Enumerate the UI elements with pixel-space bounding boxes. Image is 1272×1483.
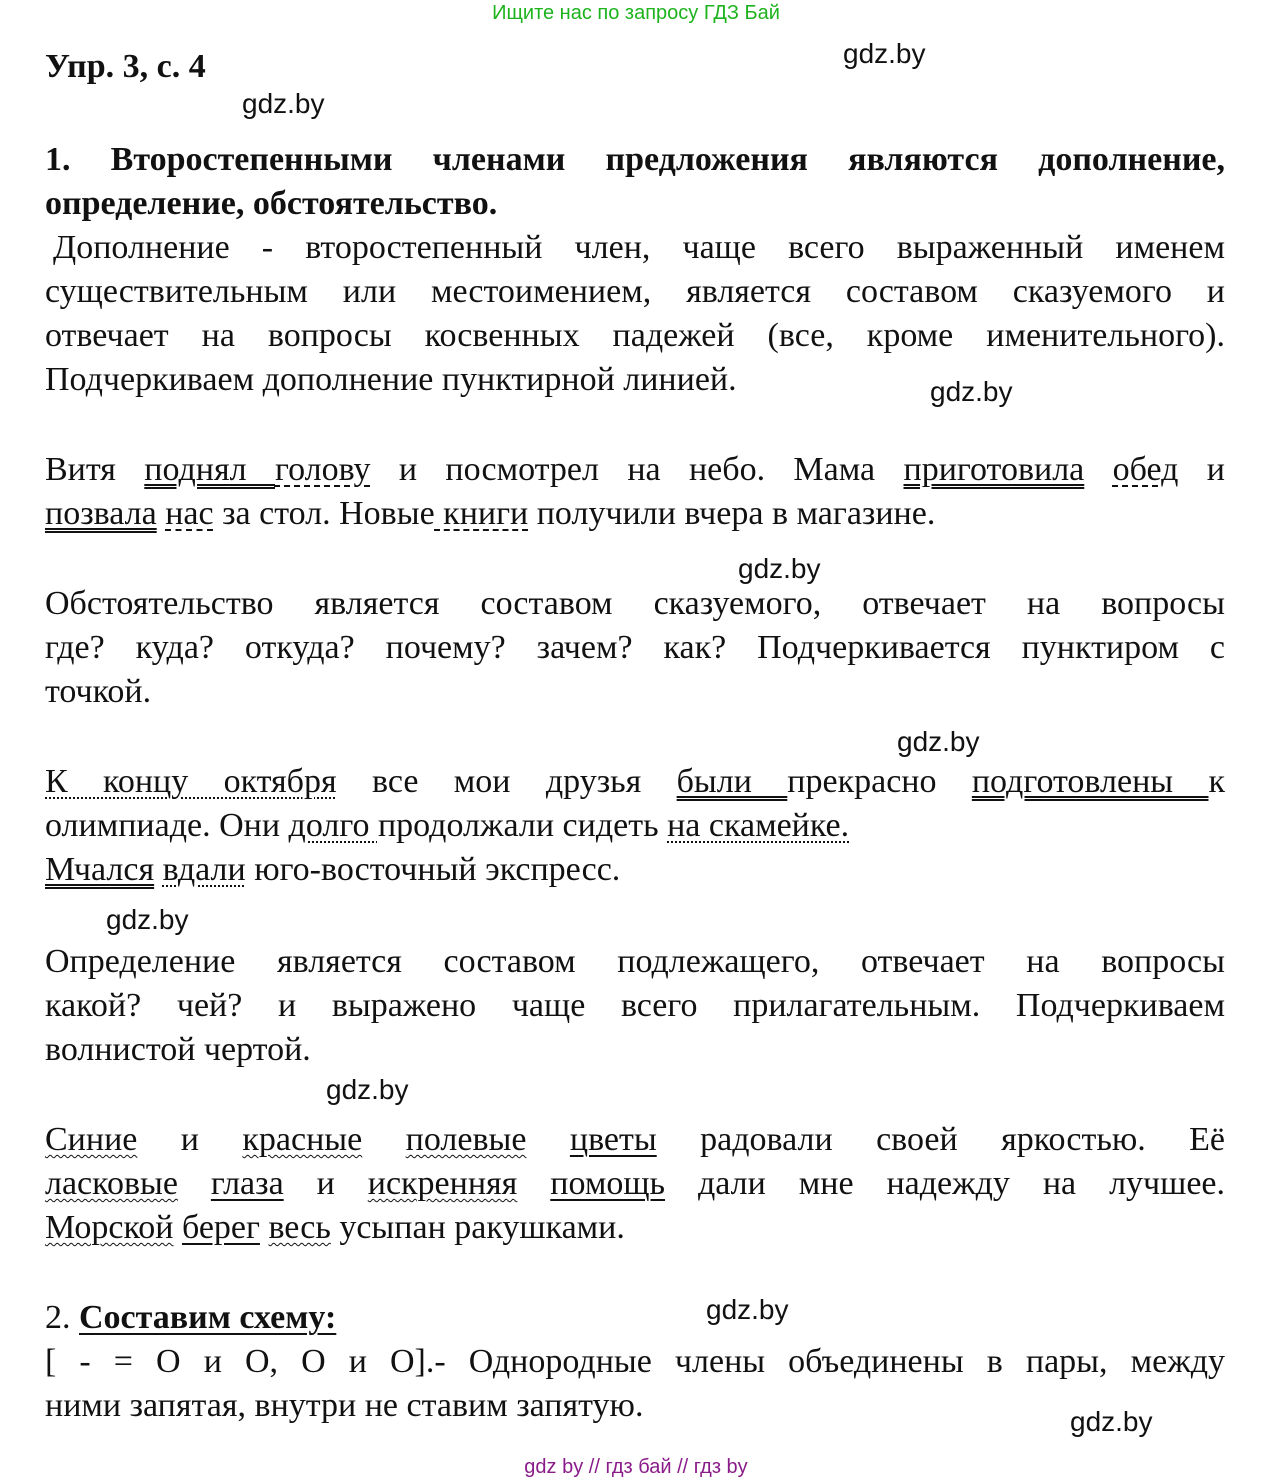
section1-heading: [45, 138, 1225, 182]
watermark: gdz.by: [930, 376, 1013, 407]
predicate-word: приготовила: [903, 451, 1085, 488]
plain-text: радовали своей яркостью. Её: [656, 1121, 1226, 1158]
attribute-word: красные: [242, 1121, 363, 1158]
def-dopolnenie-line: [45, 270, 1225, 314]
sentence: [45, 1206, 1225, 1250]
def-opred-line: [45, 940, 1225, 984]
plain-text: прекрасно: [787, 763, 972, 800]
example2-line: [45, 760, 1225, 804]
subject-word: глаза: [210, 1165, 284, 1202]
plain-text: олимпиаде. Они: [45, 807, 289, 844]
watermark: gdz.by: [326, 1074, 409, 1105]
text-line: Дополнение - второстепенный член, чаще всего выраженный именем: [53, 229, 1225, 266]
plain-text: и посмотрел на небо. Мама: [370, 451, 904, 488]
heading-line: [45, 1296, 1225, 1340]
text-line: Обстоятельство является составом сказуемого, отвечает на вопросы: [45, 585, 1225, 622]
plain-text: [173, 1209, 182, 1246]
plain-text: [526, 1121, 569, 1158]
def-dopolnenie-line: [45, 358, 1225, 402]
example3-line: [45, 1118, 1225, 1162]
attribute-word: ласковые: [45, 1165, 178, 1202]
subject-word: помощь: [550, 1165, 666, 1202]
adverbial-phrase: на скамейке.: [667, 807, 850, 844]
text-line: точкой.: [45, 673, 152, 710]
def-obst-line: [45, 626, 1225, 670]
def-obst-line: [45, 582, 1225, 626]
sentence: [45, 1118, 1225, 1162]
plain-text: получили вчера в магазине.: [528, 495, 936, 532]
section2-heading: [45, 1296, 1225, 1340]
attribute-word: Синие: [45, 1121, 138, 1158]
plain-text: и: [1178, 451, 1225, 488]
adverbial-phrase: К концу октября: [45, 763, 337, 800]
plain-text: [362, 1121, 405, 1158]
def-obst-line: [45, 670, 1225, 714]
scheme-line: [45, 1340, 1225, 1384]
plain-text: [1084, 451, 1112, 488]
plain-text: [178, 1165, 211, 1202]
plain-text: и: [283, 1165, 368, 1202]
plain-text: и: [137, 1121, 243, 1158]
sentence: [45, 492, 1225, 536]
def-opred-line: [45, 984, 1225, 1028]
object-word: обед: [1112, 451, 1179, 488]
plain-text: усыпан ракушками.: [330, 1209, 625, 1246]
sentence: [45, 760, 1225, 804]
predicate-word: Мчался: [45, 851, 155, 888]
def-dopolnenie-line: [45, 314, 1225, 358]
text-line: Определение является составом подлежащего, отвечает на вопросы: [45, 943, 1225, 980]
subject-word: цветы: [569, 1121, 657, 1158]
predicate-word: поднял: [144, 451, 275, 488]
attribute-word: полевые: [405, 1121, 527, 1158]
object-word: голову: [274, 451, 371, 488]
watermark: gdz.by: [897, 726, 980, 757]
text-line: волнистой чертой.: [45, 1031, 311, 1068]
watermark: gdz.by: [1070, 1406, 1153, 1437]
example1-line: [45, 492, 1225, 536]
sentence: [45, 1162, 1225, 1206]
scheme-line: [45, 1384, 1225, 1428]
heading-line: 1. Второстепенными членами предложения являются дополнение,: [45, 141, 1225, 178]
plain-text: [517, 1165, 550, 1202]
search-banner: Ищите нас по запросу ГДЗ Бай: [492, 2, 780, 24]
section1-heading-cont: [45, 182, 1225, 226]
example2-line: [45, 848, 1225, 892]
plain-text: [157, 495, 166, 532]
watermark: gdz.by: [738, 553, 821, 584]
heading-line: определение, обстоятельство.: [45, 185, 498, 222]
watermark: gdz.by: [106, 904, 189, 935]
sentence: [45, 848, 1225, 892]
watermark: gdz.by: [843, 38, 926, 69]
text-line: какой? чей? и выражено чаще всего прилагательным. Подчеркиваем: [45, 987, 1225, 1024]
example1-line: [45, 448, 1225, 492]
object-word: нас: [165, 495, 214, 532]
watermark: gdz.by: [706, 1294, 789, 1325]
plain-text: за стол. Новые: [213, 495, 435, 532]
plain-text: к: [1208, 763, 1226, 800]
text-line: ними запятая, внутри не ставим запятую.: [45, 1387, 644, 1424]
sentence: [45, 448, 1225, 492]
def-dopolnenie-line: [45, 226, 1225, 270]
plain-text: дали мне надежду на лучшее.: [665, 1165, 1226, 1202]
predicate-word: позвала: [45, 495, 157, 532]
object-word: книги: [434, 495, 529, 532]
footer-links: gdz by // гдз бай // гдз by: [524, 1456, 748, 1478]
attribute-word: Морской: [45, 1209, 174, 1246]
plain-text: [154, 851, 163, 888]
text-line: Подчеркиваем дополнение пунктирной линией.: [45, 361, 737, 398]
example3-line: [45, 1162, 1225, 1206]
section-number: 2.: [45, 1299, 79, 1336]
text-line: существительным или местоимением, является составом сказуемого и: [45, 273, 1225, 310]
plain-text: юго-восточный экспресс.: [245, 851, 621, 888]
plain-text: все мои друзья: [336, 763, 677, 800]
adverbial-phrase: вдали: [162, 851, 246, 888]
exercise-title: Упр. 3, с. 4: [45, 48, 206, 85]
text-line: где? куда? откуда? почему? зачем? как? Подчеркивается пунктиром с: [45, 629, 1225, 666]
adverbial-phrase: долго: [288, 807, 378, 844]
attribute-word: искренняя: [367, 1165, 518, 1202]
def-opred-line: [45, 1028, 1225, 1072]
sentence: [45, 804, 1225, 848]
plain-text: продолжали сидеть: [377, 807, 668, 844]
text-line: [ - = О и О, О и О].- Однородные члены объединены в пары, между: [45, 1343, 1225, 1380]
example2-line: [45, 804, 1225, 848]
attribute-word: весь: [268, 1209, 331, 1246]
predicate-word: подготовлены: [971, 763, 1209, 800]
text-line: отвечает на вопросы косвенных падежей (все, кроме именительного).: [45, 317, 1225, 354]
example3-line: [45, 1206, 1225, 1250]
predicate-word: были: [676, 763, 788, 800]
subject-word: берег: [181, 1209, 260, 1246]
plain-text: Витя: [45, 451, 145, 488]
scheme-heading: Составим схему:: [79, 1299, 337, 1336]
watermark: gdz.by: [242, 88, 325, 119]
